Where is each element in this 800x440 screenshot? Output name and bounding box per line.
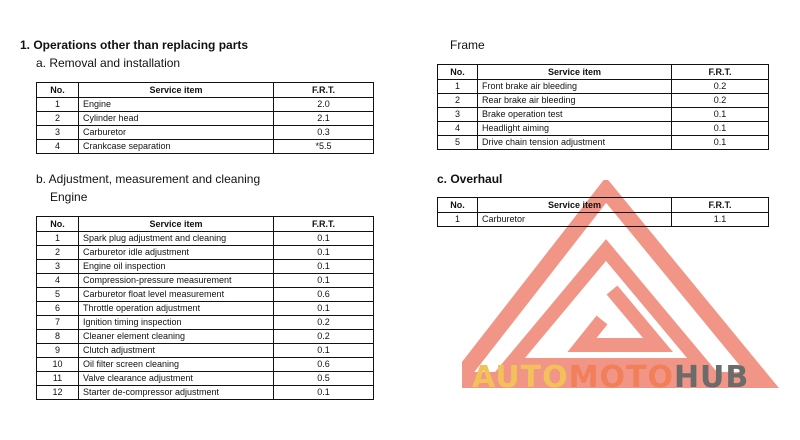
table-row [37,246,374,260]
col-no: No. [438,65,478,80]
row-no: 1 [37,232,79,246]
row-no: 3 [37,126,79,140]
row-no: 2 [37,112,79,126]
row-no: 11 [37,372,79,386]
table-row [438,213,769,227]
row-frt: 0.1 [274,260,374,274]
row-frt: 0.1 [672,108,769,122]
row-item: Valve clearance adjustment [79,372,274,386]
table-row [37,260,374,274]
row-item: Rear brake air bleeding [478,94,672,108]
frame-table [437,64,769,150]
removal-table [36,82,374,154]
table-header-row [37,83,374,98]
row-frt: 0.1 [274,232,374,246]
row-item: Engine [79,98,274,112]
row-frt: 0.1 [274,274,374,288]
row-item: Crankcase separation [79,140,274,154]
row-frt: 0.1 [274,386,374,400]
row-item: Brake operation test [478,108,672,122]
row-frt: 2.1 [274,112,374,126]
table-row [37,358,374,372]
row-no: 1 [438,80,478,94]
engine-table [36,216,374,400]
row-frt: 0.1 [274,344,374,358]
row-item: Drive chain tension adjustment [478,136,672,150]
overhaul-table [437,197,769,227]
table-row [438,94,769,108]
row-no: 9 [37,344,79,358]
row-item: Compression-pressure measurement [79,274,274,288]
row-item: Oil filter screen cleaning [79,358,274,372]
row-item: Headlight aiming [478,122,672,136]
subsection-removal: a. Removal and installation [36,56,181,70]
overhaul-title: c. Overhaul [437,172,503,186]
watermark-text-hub: HUB [673,360,750,395]
table-header-row [438,198,769,213]
row-item: Carburetor idle adjustment [79,246,274,260]
watermark-text [472,360,749,395]
row-no: 5 [438,136,478,150]
row-frt: 0.1 [672,122,769,136]
table-row [37,98,374,112]
row-no: 2 [37,246,79,260]
col-service-item: Service item [79,83,274,98]
row-frt: 0.1 [672,136,769,150]
row-frt: 0.1 [274,246,374,260]
row-frt: 0.6 [274,288,374,302]
row-no: 2 [438,94,478,108]
row-item: Spark plug adjustment and cleaning [79,232,274,246]
table-row [37,386,374,400]
col-no: No. [438,198,478,213]
row-frt: 0.3 [274,126,374,140]
row-frt: 2.0 [274,98,374,112]
row-no: 4 [438,122,478,136]
row-frt: 0.2 [672,94,769,108]
table-row [37,330,374,344]
row-no: 1 [438,213,478,227]
col-frt: F.R.T. [274,83,374,98]
col-service-item: Service item [478,198,672,213]
row-item: Starter de-compressor adjustment [79,386,274,400]
row-frt: 0.2 [672,80,769,94]
row-no: 4 [37,140,79,154]
row-frt: 0.2 [274,316,374,330]
row-item: Ignition timing inspection [79,316,274,330]
table-row [37,112,374,126]
col-no: No. [37,83,79,98]
col-frt: F.R.T. [672,65,769,80]
row-frt: 1.1 [672,213,769,227]
row-frt: 0.6 [274,358,374,372]
table-header-row [438,65,769,80]
frame-title: Frame [450,38,485,52]
row-no: 8 [37,330,79,344]
table-row [37,274,374,288]
row-item: Cleaner element cleaning [79,330,274,344]
row-item: Carburetor [478,213,672,227]
row-no: 5 [37,288,79,302]
row-item: Carburetor [79,126,274,140]
col-no: No. [37,217,79,232]
row-no: 10 [37,358,79,372]
table-row [438,122,769,136]
row-no: 4 [37,274,79,288]
col-frt: F.R.T. [274,217,374,232]
watermark-text-moto: MOTO [568,360,674,395]
engine-label: Engine [50,190,88,204]
table-row [438,80,769,94]
row-item: Front brake air bleeding [478,80,672,94]
row-no: 1 [37,98,79,112]
row-item: Carburetor float level measurement [79,288,274,302]
row-frt: *5.5 [274,140,374,154]
row-item: Cylinder head [79,112,274,126]
section-title: 1. Operations other than replacing parts [20,38,249,52]
row-item: Clutch adjustment [79,344,274,358]
table-row [37,302,374,316]
table-row [438,108,769,122]
table-row [37,126,374,140]
subsection-adjustment: b. Adjustment, measurement and cleaning [36,172,261,186]
row-frt: 0.1 [274,302,374,316]
table-row [37,140,374,154]
row-no: 3 [438,108,478,122]
table-row [37,288,374,302]
table-row [37,372,374,386]
row-no: 3 [37,260,79,274]
row-no: 6 [37,302,79,316]
table-header-row [37,217,374,232]
table-row [37,232,374,246]
row-no: 7 [37,316,79,330]
row-no: 12 [37,386,79,400]
table-row [37,344,374,358]
row-frt: 0.2 [274,330,374,344]
row-item: Engine oil inspection [79,260,274,274]
table-row [438,136,769,150]
watermark-text-auto: AUTO [472,360,569,395]
table-row [37,316,374,330]
row-item: Throttle operation adjustment [79,302,274,316]
col-service-item: Service item [478,65,672,80]
row-frt: 0.5 [274,372,374,386]
col-frt: F.R.T. [672,198,769,213]
col-service-item: Service item [79,217,274,232]
